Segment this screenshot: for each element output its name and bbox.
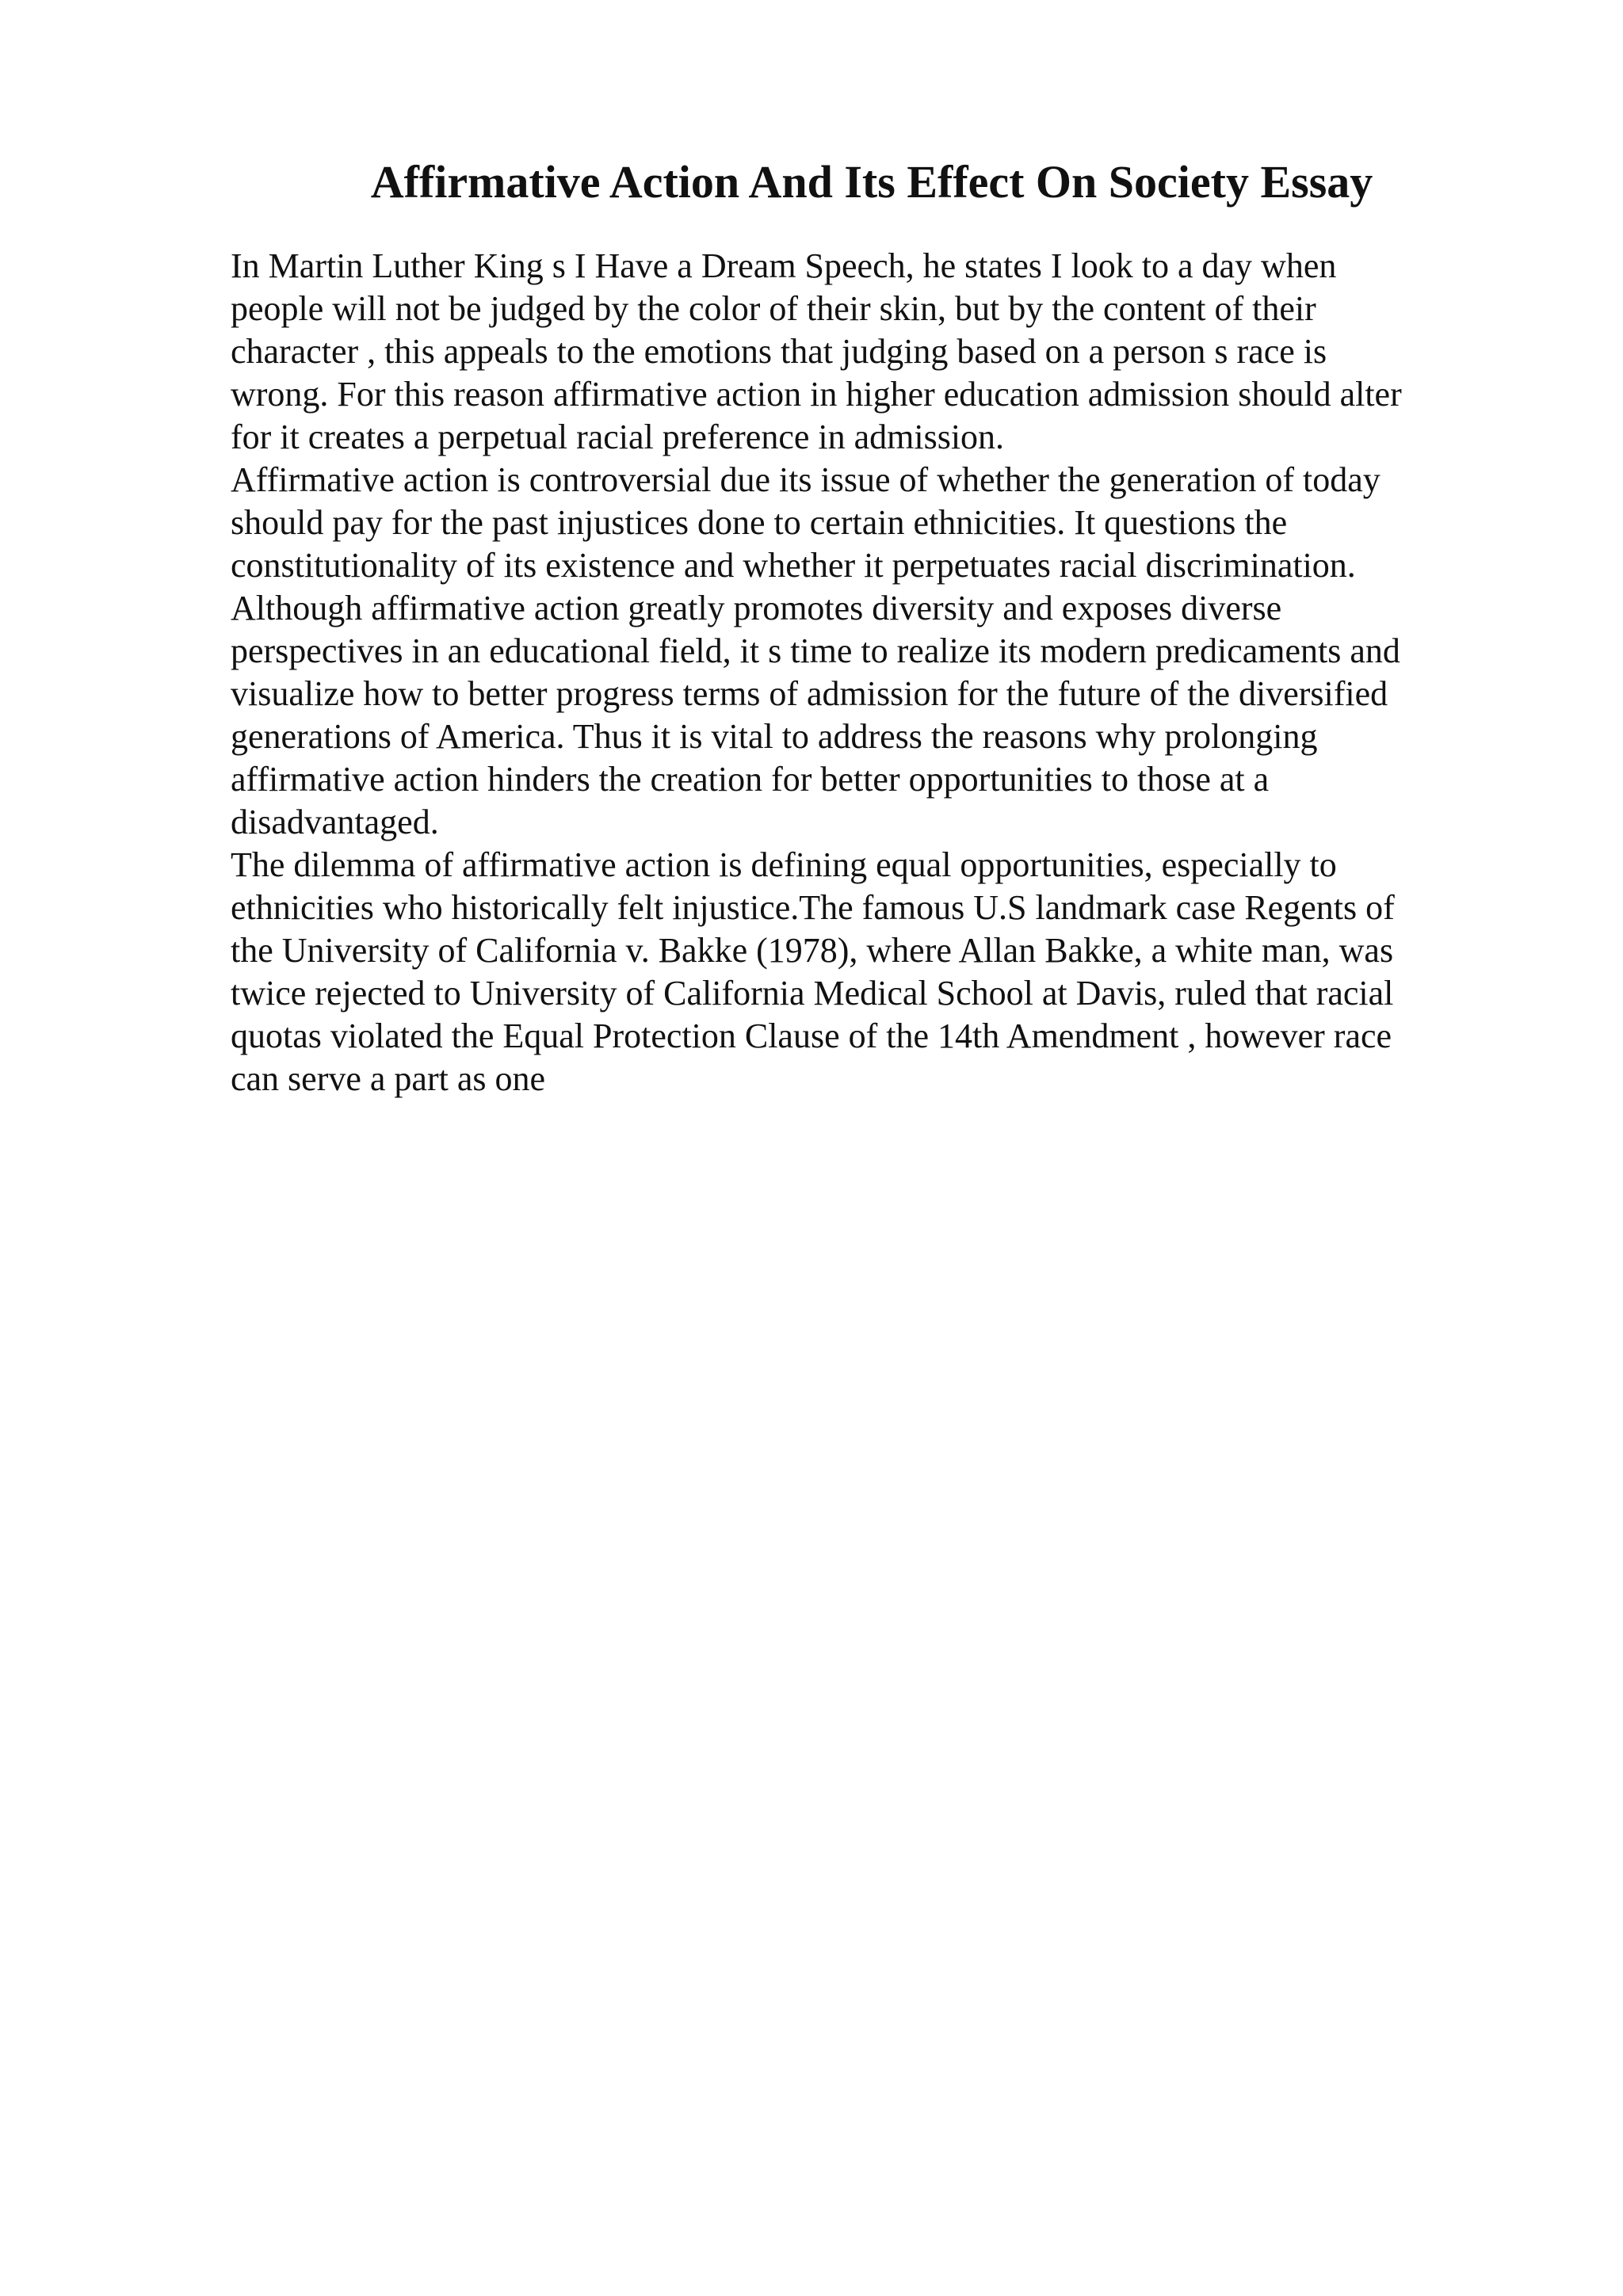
body-line: character , this appeals to the emotions that judging based on a person s race is bbox=[231, 332, 1327, 371]
body-line: quotas violated the Equal Protection Clause of the 14th Amendment , however race bbox=[231, 1016, 1392, 1055]
body-line: The dilemma of affirmative action is defining equal opportunities, especially to bbox=[231, 845, 1337, 884]
body-line: Affirmative action is controversial due its issue of whether the generation of today bbox=[231, 460, 1381, 499]
body-line: for it creates a perpetual racial preference in admission. bbox=[231, 418, 1005, 456]
document-title: Affirmative Action And Its Effect On Society Essay bbox=[370, 156, 1373, 208]
body-line: affirmative action hinders the creation for better opportunities to those at a bbox=[231, 760, 1270, 799]
body-line: people will not be judged by the color of their skin, but by the content of their bbox=[231, 289, 1316, 328]
body-line: twice rejected to University of California Medical School at Davis, ruled that racial bbox=[231, 974, 1394, 1013]
body-line: generations of America. Thus it is vital to address the reasons why prolonging bbox=[231, 717, 1318, 756]
body-line: visualize how to better progress terms of admission for the future of the diversified bbox=[231, 674, 1388, 713]
body-line: Although affirmative action greatly promotes diversity and exposes diverse bbox=[231, 589, 1282, 627]
body-line: can serve a part as one bbox=[231, 1059, 546, 1098]
body-line: the University of California v. Bakke (1978), where Allan Bakke, a white man, was bbox=[231, 931, 1394, 970]
body-line: In Martin Luther King s I Have a Dream Speech, he states I look to a day when bbox=[231, 246, 1337, 285]
body-line: disadvantaged. bbox=[231, 803, 439, 841]
body-line: ethnicities who historically felt injustice.The famous U.S landmark case Regents of bbox=[231, 888, 1395, 927]
body-line: perspectives in an educational field, it s time to realize its modern predicaments and bbox=[231, 631, 1400, 670]
body-line: should pay for the past injustices done to certain ethnicities. It questions the bbox=[231, 503, 1288, 542]
body-line: wrong. For this reason affirmative action in higher education admission should alter bbox=[231, 375, 1402, 414]
body-line: constitutionality of its existence and whether it perpetuates racial discrimination. bbox=[231, 546, 1356, 585]
document-body bbox=[231, 245, 1530, 1100]
